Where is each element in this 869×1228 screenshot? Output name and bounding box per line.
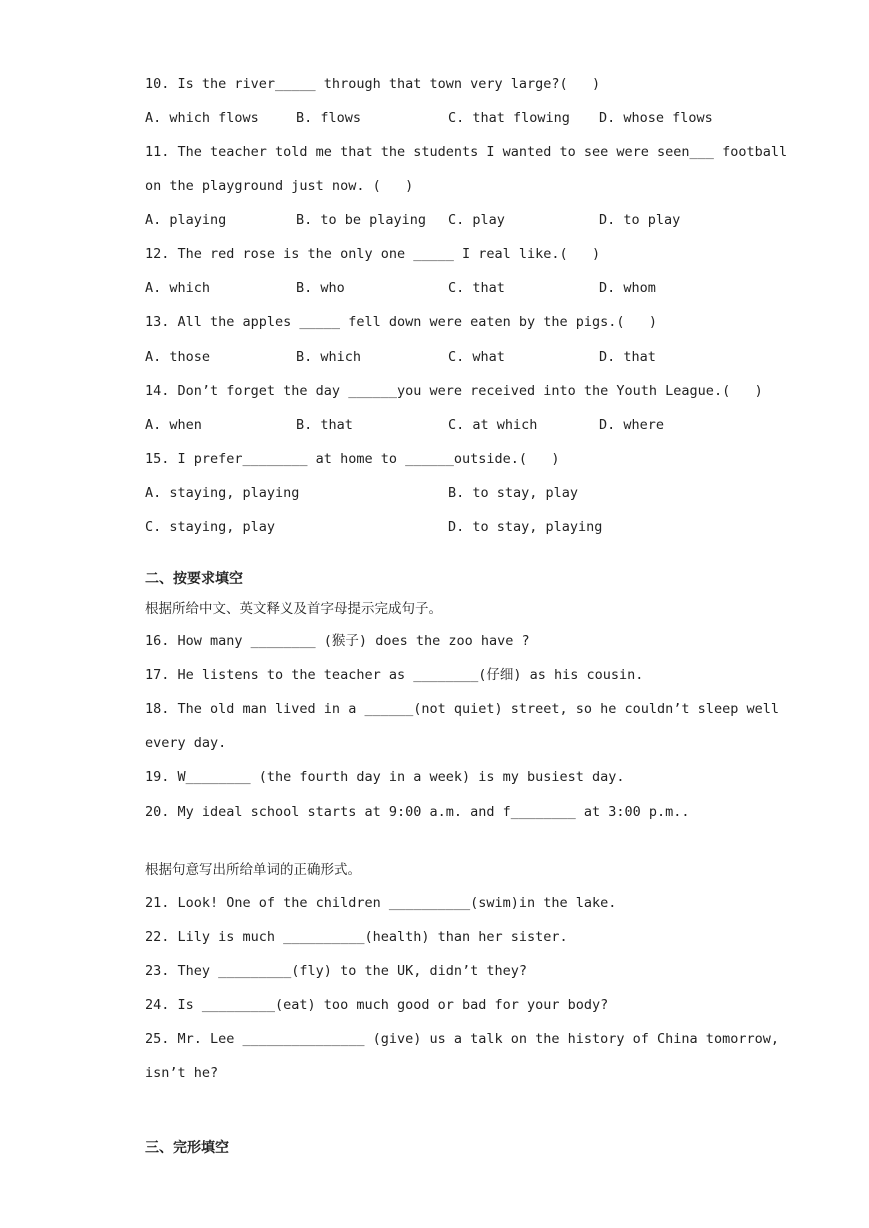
q11-option-d: D. to play — [599, 212, 681, 228]
question-14-stem: 14. Don’t forget the day ______you were received into the Youth League.( ) — [145, 383, 763, 399]
section-2-instruction-1: 根据所给中文、英文释义及首字母提示完成句子。 — [145, 601, 442, 617]
question-23: 23. They _________(fly) to the UK, didn’t they? — [145, 963, 528, 979]
question-18-line1: 18. The old man lived in a ______(not quiet) street, so he couldn’t sleep well — [145, 701, 779, 717]
q15-option-c: C. staying, play — [145, 519, 276, 535]
question-11-stem-line2: on the playground just now. ( ) — [145, 178, 414, 194]
q11-option-c: C. play — [448, 212, 505, 228]
question-18-line2: every day. — [145, 735, 227, 751]
question-25-line1: 25. Mr. Lee _______________ (give) us a talk on the history of China tomorrow, — [145, 1031, 779, 1047]
q13-option-a: A. those — [145, 349, 211, 365]
q15-option-a: A. staying, playing — [145, 485, 300, 501]
q12-option-c: C. that — [448, 280, 505, 296]
q13-option-b: B. which — [296, 349, 362, 365]
q10-option-d: D. whose flows — [599, 110, 713, 126]
section-3-heading: 三、完形填空 — [145, 1140, 229, 1156]
q14-option-a: A. when — [145, 417, 202, 433]
q13-option-c: C. what — [448, 349, 505, 365]
q15-option-b: B. to stay, play — [448, 485, 579, 501]
question-24: 24. Is _________(eat) too much good or bad for your body? — [145, 997, 609, 1013]
section-2-heading: 二、按要求填空 — [145, 571, 243, 587]
question-10-stem: 10. Is the river_____ through that town very large?( ) — [145, 76, 601, 92]
q11-option-a: A. playing — [145, 212, 227, 228]
q10-option-b: B. flows — [296, 110, 362, 126]
question-16: 16. How many ________ (猴子) does the zoo have ? — [145, 633, 530, 649]
q12-option-b: B. who — [296, 280, 345, 296]
q13-option-d: D. that — [599, 349, 656, 365]
question-11-stem-line1: 11. The teacher told me that the students I wanted to see were seen___ football — [145, 144, 788, 160]
q12-option-a: A. which — [145, 280, 211, 296]
question-13-stem: 13. All the apples _____ fell down were eaten by the pigs.( ) — [145, 314, 658, 330]
q12-option-d: D. whom — [599, 280, 656, 296]
q11-option-b: B. to be playing — [296, 212, 427, 228]
question-17: 17. He listens to the teacher as ________(仔细) as his cousin. — [145, 667, 644, 683]
question-20: 20. My ideal school starts at 9:00 a.m. and f________ at 3:00 p.m.. — [145, 804, 690, 820]
question-21: 21. Look! One of the children __________(swim)in the lake. — [145, 895, 617, 911]
q15-option-d: D. to stay, playing — [448, 519, 603, 535]
q14-option-b: B. that — [296, 417, 353, 433]
q10-option-a: A. which flows — [145, 110, 259, 126]
section-2-instruction-2: 根据句意写出所给单词的正确形式。 — [145, 862, 361, 878]
q10-option-c: C. that flowing — [448, 110, 570, 126]
q14-option-d: D. where — [599, 417, 665, 433]
question-12-stem: 12. The red rose is the only one _____ I real like.( ) — [145, 246, 601, 262]
question-22: 22. Lily is much __________(health) than her sister. — [145, 929, 568, 945]
q14-option-c: C. at which — [448, 417, 538, 433]
question-15-stem: 15. I prefer________ at home to ______outside.( ) — [145, 451, 560, 467]
question-19: 19. W________ (the fourth day in a week) is my busiest day. — [145, 769, 625, 785]
question-25-line2: isn’t he? — [145, 1065, 219, 1081]
